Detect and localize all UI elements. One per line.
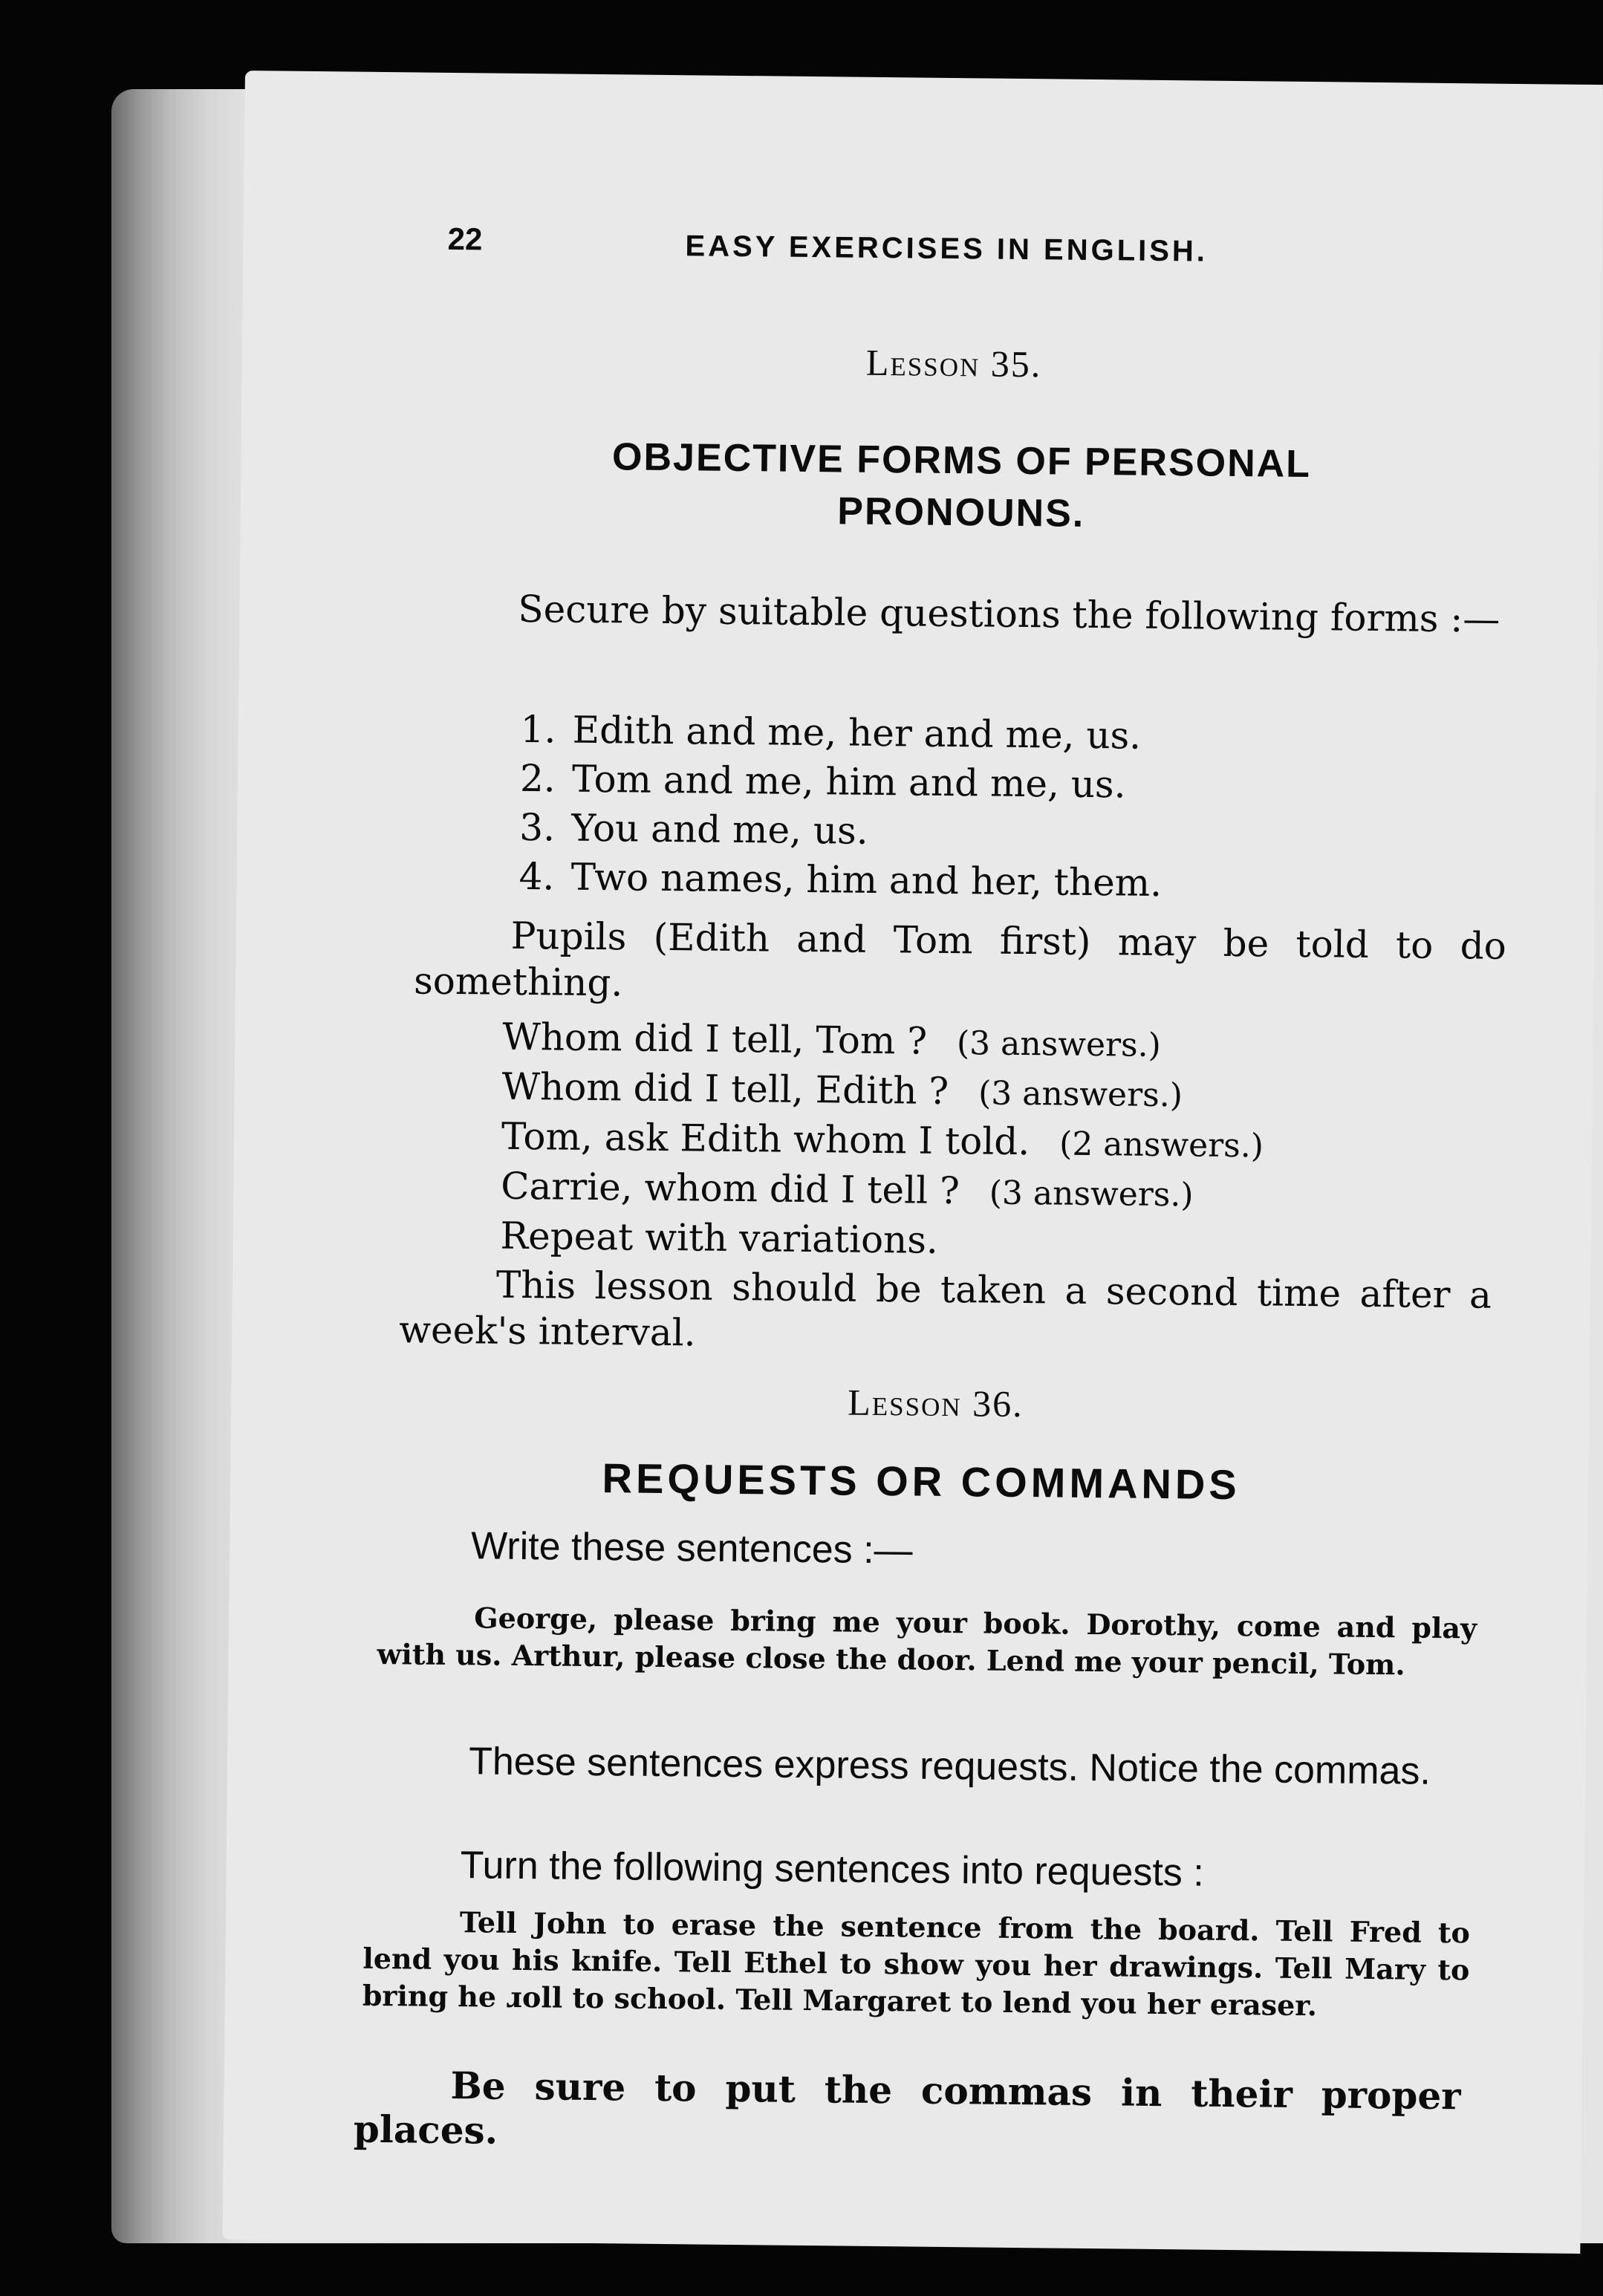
question-line: Tom, ask Edith whom I told. (2 answers.) [501, 1114, 1264, 1165]
lesson-36-exercise: Tell John to erase the sentence from the board. Tell Fred to lend you his knife. Tell Ethel to show you her drawings. Tell Mary to bring he ɹoll to school. Tell Margaret to lend you her eraser. [362, 1905, 1471, 2023]
question-line: Carrie, whom did I tell ? (3 answers.) [500, 1164, 1194, 1214]
question-line: Whom did I tell, Edith ? (3 answers.) [501, 1064, 1183, 1115]
running-title: EASY EXERCISES IN ENGLISH. [685, 230, 1209, 268]
lesson-36-write-prompt: Write these sentences :— [470, 1524, 913, 1573]
lesson-35-intro: Secure by suitable questions the following forms :— [518, 587, 1500, 641]
lesson-36-title: REQUESTS OR COMMANDS [602, 1454, 1241, 1509]
lesson-35-instruction: Pupils (Edith and Tom first) may be told to do something. [413, 914, 1507, 1005]
lesson-35-heading: Lesson 35. [865, 341, 1042, 386]
question-line: Whom did I tell, Tom ? (3 answers.) [502, 1015, 1162, 1064]
repeat-line: Repeat with variations. [500, 1214, 939, 1262]
running-head [244, 219, 1506, 268]
lesson-36-heading: Lesson 36. [847, 1381, 1024, 1425]
lesson-35-note: This lesson should be taken a second time after a week's interval. [398, 1263, 1492, 1355]
lesson-36-sentences: George, please bring me your book. Dorothy, come and play with us. Arthur, please close the door. Lend me your pencil, Tom. [377, 1601, 1477, 1682]
list-item: 4. Two names, him and her, them. [518, 854, 1163, 905]
lesson-35-questions [500, 1013, 1468, 1270]
lesson-35-title [485, 429, 1437, 543]
lesson-35-title-line1: OBJECTIVE FORMS OF PERSONAL [611, 435, 1312, 487]
lesson-35-list [518, 705, 1486, 911]
page [222, 71, 1602, 2254]
page-number: 22 [447, 221, 483, 257]
list-item: 3. You and me, us. [519, 805, 868, 853]
lesson-35-title-line2: PRONOUNS. [837, 490, 1085, 536]
lesson-36-closing: Be sure to put the commas in their proper places. [353, 2064, 1461, 2153]
lesson-36-observation: These sentences express requests. Notice the commas. [468, 1740, 1431, 1793]
lesson-36-turn-prompt: Turn the following sentences into requests : [460, 1844, 1205, 1895]
list-item: 2. Tom and me, him and me, us. [519, 756, 1126, 807]
list-item: 1. Edith and me, her and me, us. [520, 707, 1142, 758]
